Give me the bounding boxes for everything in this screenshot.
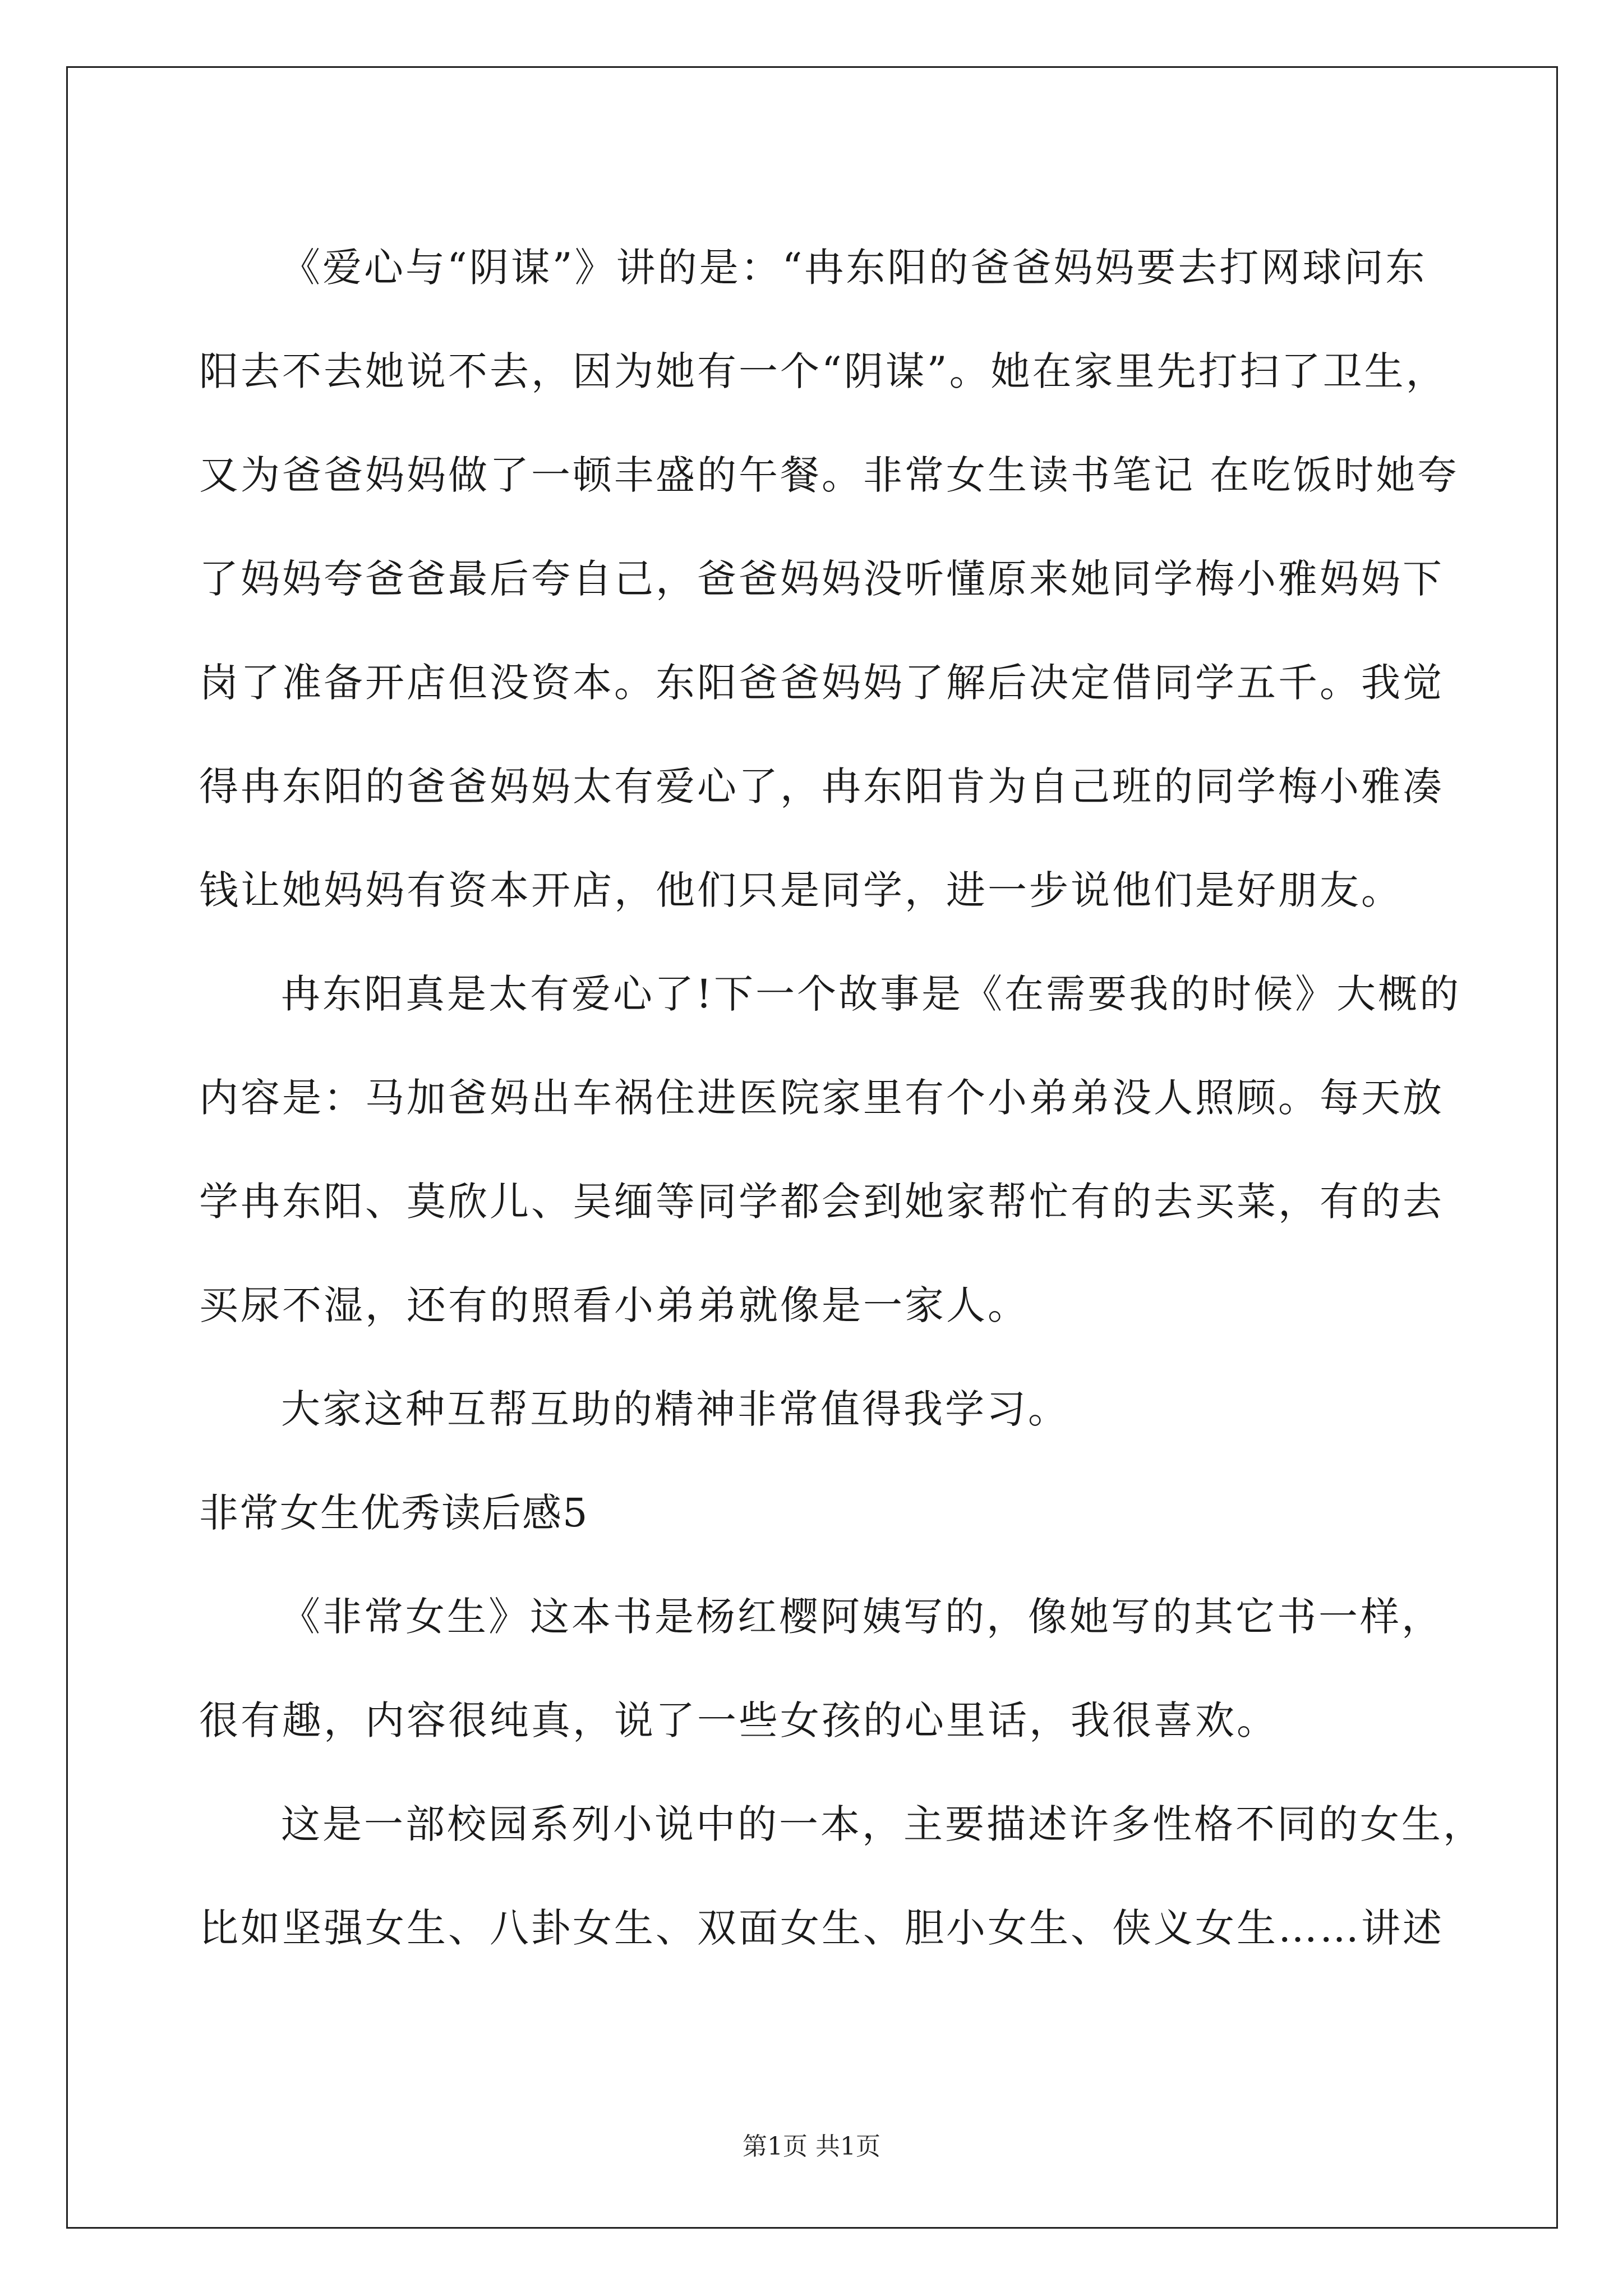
section-heading: 非常女生优秀读后感5 xyxy=(199,1490,589,1536)
text-line: 冉东阳真是太有爱心了!下一个故事是《在需要我的时候》大概的 xyxy=(281,971,1461,1017)
text-line: 阳去不去她说不去，因为她有一个“阴谋”。她在家里先打扫了卫生， xyxy=(199,348,1447,394)
text-line: 又为爸爸妈妈做了一顿丰盛的午餐。非常女生读书笔记 在吃饭时她夸 xyxy=(199,452,1459,498)
text-line: 这是一部校园系列小说中的一本，主要描述许多性格不同的女生， xyxy=(281,1801,1484,1847)
text-line: 岗了准备开店但没资本。东阳爸爸妈妈了解后决定借同学五千。我觉 xyxy=(199,660,1444,706)
text-line: 比如坚强女生、八卦女生、双面女生、胆小女生、侠义女生……讲述 xyxy=(199,1905,1444,1951)
paragraph-2 xyxy=(199,942,1461,1358)
paragraph-3 xyxy=(199,1358,1424,1461)
text-line: 《爱心与“阴谋”》讲的是：“冉东阳的爸爸妈妈要去打网球问东 xyxy=(281,245,1427,291)
paragraph-1 xyxy=(199,216,1459,942)
text-line: 很有趣，内容很纯真，说了一些女孩的心里话，我很喜欢。 xyxy=(199,1697,1278,1743)
page-footer: 第1页 共1页 xyxy=(743,2132,880,2161)
text-line: 了妈妈夸爸爸最后夸自己，爸爸妈妈没听懂原来她同学梅小雅妈妈下 xyxy=(199,556,1444,602)
text-line: 内容是：马加爸妈出车祸住进医院家里有个小弟弟没人照顾。每天放 xyxy=(199,1075,1444,1121)
text-line: 《非常女生》这本书是杨红樱阿姨写的，像她写的其它书一样， xyxy=(281,1594,1443,1640)
paragraph-5 xyxy=(199,1773,1484,1980)
text-line: 得冉东阳的爸爸妈妈太有爱心了，冉东阳肯为自己班的同学梅小雅凑 xyxy=(199,763,1444,809)
text-line: 钱让她妈妈有资本开店，他们只是同学，进一步说他们是好朋友。 xyxy=(199,867,1403,913)
document-body xyxy=(199,216,1484,1980)
text-line: 大家这种互帮互助的精神非常值得我学习。 xyxy=(281,1386,1069,1432)
text-line: 学冉东阳、莫欣儿、吴缅等同学都会到她家帮忙有的去买菜，有的去 xyxy=(199,1179,1444,1225)
text-line: 买尿不湿，还有的照看小弟弟就像是一家人。 xyxy=(199,1282,1029,1328)
paragraph-4 xyxy=(199,1565,1443,1773)
